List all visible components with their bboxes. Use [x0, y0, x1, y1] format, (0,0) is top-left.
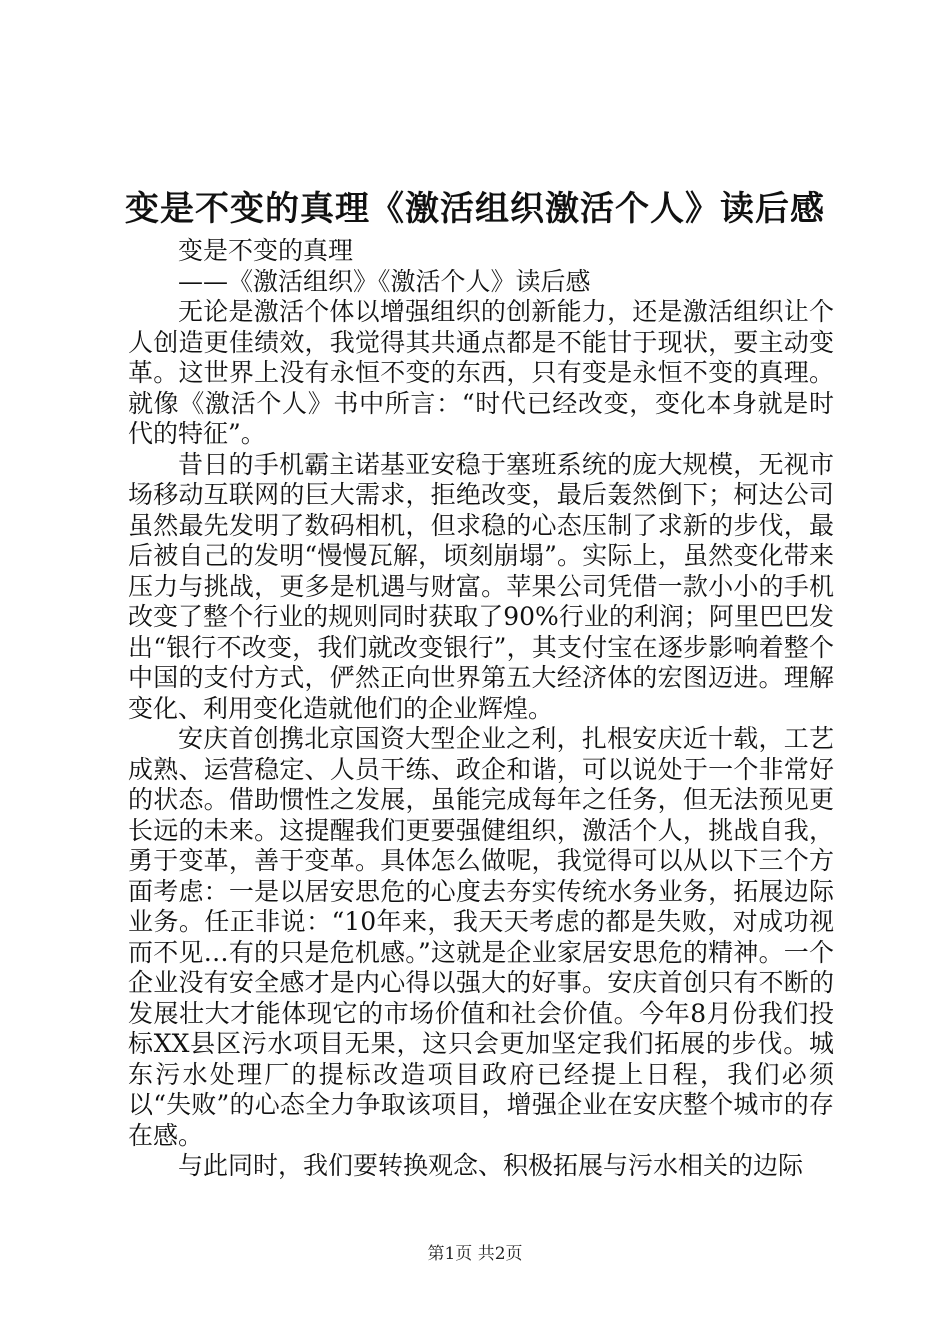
paragraph-4: 与此同时，我们要转换观念、积极拓展与污水相关的边际 — [178, 1151, 804, 1180]
paragraph-1: 无论是激活个体以增强组织的创新能力，还是激活组织让个人创造更佳绩效，我觉得其共通点都是不能甘于现状，要主动变革。这世界上没有永恒不变的东西，只有变是永恒不变的真理。就像《激活个人》书中所言：“时代已经改变，变化本身就是时代的特征”。 — [128, 297, 834, 448]
paragraph-2: 昔日的手机霸主诺基亚安稳于塞班系统的庞大规模，无视市场移动互联网的巨大需求，拒绝改变，最后轰然倒下；柯达公司虽然最先发明了数码相机，但求稳的心态压制了求新的步伐，最后被自己的发明“慢慢瓦解，顷刻崩塌”。实际上，虽然变化带来压力与挑战，更多是机遇与财富。苹果公司凭借一款小小的手机改变了整个行业的规则同时获取了90%行业的利润；阿里巴巴发出“银行不改变，我们就改变银行”，其支付宝在逐步影响着整个中国的支付方式，俨然正向世界第五大经济体的宏图迈进。理解变化、利用变化造就他们的企业辉煌。 — [128, 449, 834, 723]
document-body — [128, 236, 834, 1182]
page-footer: 第1页 共2页 — [427, 1244, 523, 1264]
document-title: 变是不变的真理《激活组织激活个人》读后感 — [125, 189, 825, 229]
paragraph-3: 安庆首创携北京国资大型企业之利，扎根安庆近十载，工艺成熟、运营稳定、人员干练、政企和谐，可以说处于一个非常好的状态。借助惯性之发展，虽能完成每年之任务，但无法预见更长远的未来。这提醒我们更要强健组织，激活个人，挑战自我，勇于变革，善于变革。具体怎么做呢，我觉得可以从以下三个方面考虑：一是以居安思危的心度去夯实传统水务业务，拓展边际业务。任正非说：“10年来，我天天考虑的都是失败，对成功视而不见…有的只是危机感。”这就是企业家居安思危的精神。一个企业没有安全感才是内心得以强大的好事。安庆首创只有不断的发展壮大才能体现它的市场价值和社会价值。今年8月份我们投标XX县区污水项目无果，这只会更加坚定我们拓展的步伐。城东污水处理厂的提标改造项目政府已经提上日程，我们必须以“失败”的心态全力争取该项目，增强企业在安庆整个城市的存在感。 — [128, 724, 834, 1150]
subtitle-line-1: 变是不变的真理 — [178, 236, 354, 265]
subtitle-line-2: ——《激活组织》《激活个人》读后感 — [178, 266, 591, 296]
